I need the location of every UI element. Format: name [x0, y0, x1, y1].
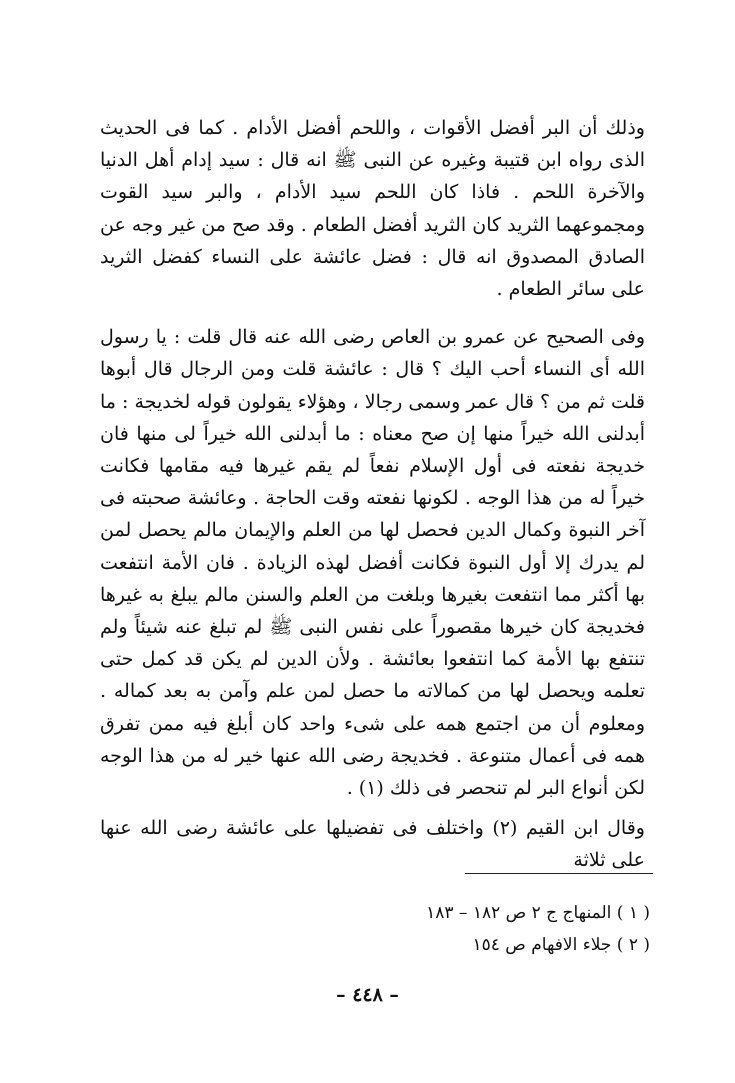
- page-number: – ٤٤٨ –: [336, 984, 399, 1006]
- main-text: [100, 112, 645, 877]
- footnote-2: ( ٢ ) جلاء الافهام ص ١٥٤: [472, 935, 650, 955]
- paragraph-3: وقال ابن القيم (٢) واختلف فى تفضيلها على عائشة رضى الله عنها على ثلاثة: [100, 817, 645, 872]
- footnotes: [380, 897, 650, 961]
- paragraph-2: وفى الصحيح عن عمرو بن العاص رضى الله عنه قال قلت : يا رسول الله أى النساء أحب اليك ؟ قال : عائشة قلت ومن الرجال قال أبوها قلت ثم من ؟ قال عمر وسمى رجالا ، وهؤلاء يقولون قوله لخديجة : ما أبدلنى الله خيراً منها إن صح معناه : ما أبدلنى الله خيراً لى منها فان خديجة نفعته فى أول الإسلام نفعاً لم يقم غيرها فيه مقامها فكانت خيراً له من هذا الوجه . لكونها نفعته وقت الحاجة . وعائشة صحبته فى آخر النبوة وكمال الدين فحصل لها من العلم والإيمان مالم يحصل لمن لم يدرك إلا أول النبوة فكانت أفضل لهذه الزيادة . فان الأمة انتفعت بها أكثر مما انتفعت بغيرها وبلغت من العلم والسنن مالم يبلغ به غيرها فخديجة كان خيرها مقصوراً على نفس النبى ﷺ لم تبلغ عنه شيئاً ولم تنتفع بها الأمة كما انتفعوا بعائشة . ولأن الدين لم يكن قد كمل حتى تعلمه ويحصل لها من كمالاته ما حصل لمن علم وآمن به بعد كماله . ومعلوم أن من اجتمع همه على شىء واحد كان أبلغ فيه ممن تفرق همه فى أعمال متنوعة . فخديجة رضى الله عنها خير له من هذا الوجه لكن أنواع البر لم تنحصر فى ذلك (١) .: [100, 326, 645, 800]
- footnote-1: ( ١ ) المنهاج ج ٢ ص ١٨٢ – ١٨٣: [426, 903, 650, 923]
- footnote-divider: [465, 873, 653, 874]
- paragraph-1: وذلك أن البر أفضل الأقوات ، واللحم أفضل الأدام . كما فى الحديث الذى رواه ابن قتيبة وغيره عن النبى ﷺ انه قال : سيد إدام أهل الدنيا والآخرة اللحم . فاذا كان اللحم سيد الأدام ، والبر سيد القوت ومجموعهما الثريد كان الثريد أفضل الطعام . وقد صح من غير وجه عن الصادق المصدوق انه قال : فضل عائشة على النساء كفضل الثريد على سائر الطعام .: [100, 117, 645, 301]
